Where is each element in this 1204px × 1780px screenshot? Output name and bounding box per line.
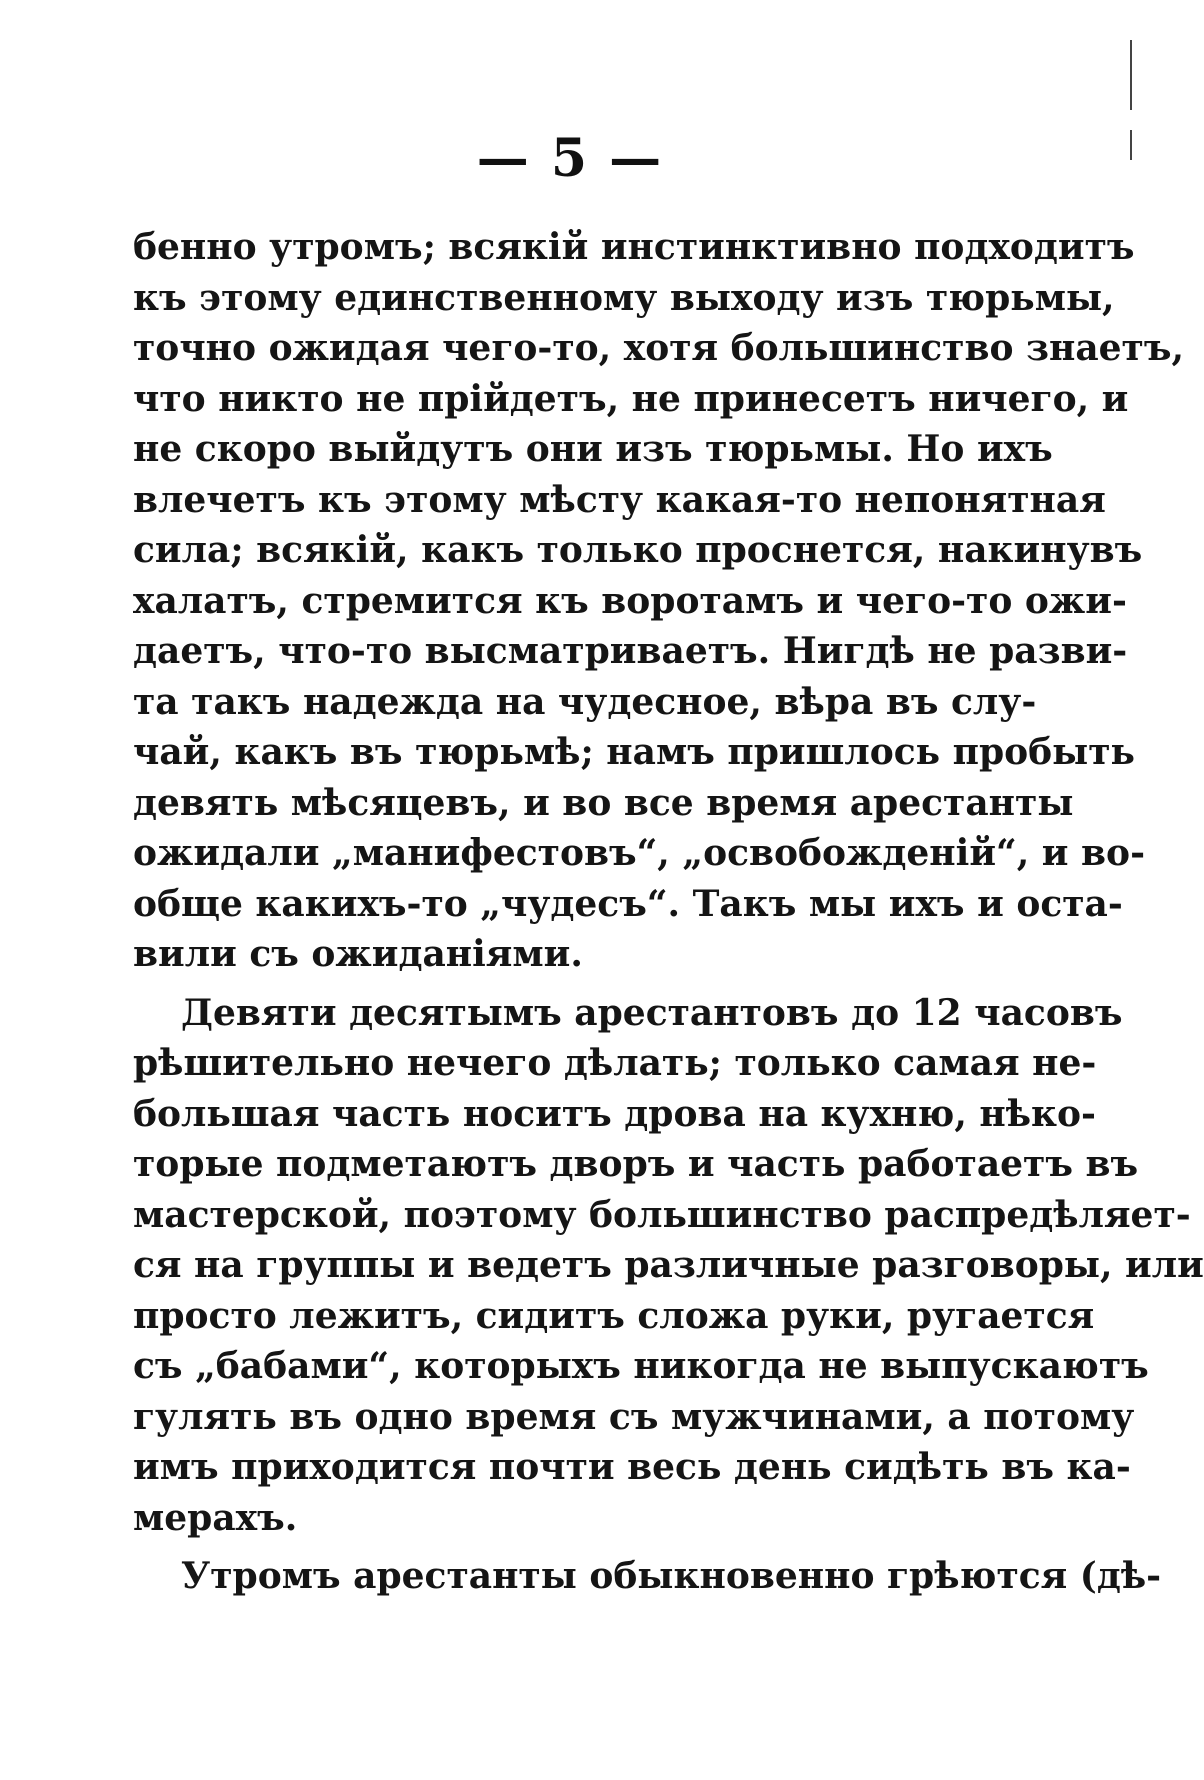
text-line: даетъ, что-то высматриваетъ. Нигдѣ не разви- — [133, 630, 1128, 672]
text-line: ся на группы и ведетъ различные разговоры, или — [133, 1244, 1204, 1286]
text-line: не скоро выйдутъ они изъ тюрьмы. Но ихъ — [133, 428, 1053, 470]
page-edge-mark — [1130, 40, 1132, 110]
body-text — [133, 222, 1204, 1602]
text-line: съ „бабами“, которыхъ никогда не выпускаютъ — [133, 1345, 1149, 1387]
paragraph-1 — [133, 222, 1185, 980]
text-line: обще какихъ-то „чудесъ“. Такъ мы ихъ и оста- — [133, 882, 1123, 925]
text-line: большая часть носитъ дрова на кухню, нѣко- — [133, 1092, 1096, 1135]
text-line: къ этому единственному выходу изъ тюрьмы, — [133, 276, 1115, 319]
text-line: вили съ ожиданіями. — [133, 933, 583, 975]
text-line: халатъ, стремится къ воротамъ и чего-то ожи- — [133, 579, 1127, 622]
text-line: просто лежитъ, сидитъ сложа руки, ругается — [133, 1294, 1095, 1337]
text-line: девять мѣсяцевъ, и во все время арестанты — [133, 781, 1074, 824]
text-line: торые подметаютъ дворъ и часть работаетъ въ — [133, 1143, 1139, 1185]
text-line: бенно утромъ; всякій инстинктивно подходитъ — [133, 226, 1135, 268]
text-line: влечетъ къ этому мѣсту какая-то непонятная — [133, 478, 1106, 521]
text-line: мерахъ. — [133, 1496, 298, 1539]
paragraph-3 — [133, 1551, 1162, 1602]
text-line: Утромъ арестанты обыкновенно грѣются (дѣ- — [181, 1555, 1162, 1597]
text-line: мастерской, поэтому большинство распредѣляет- — [133, 1193, 1191, 1236]
text-line: чай, какъ въ тюрьмѣ; намъ пришлось пробыть — [133, 731, 1135, 773]
text-line: рѣшительно нечего дѣлать; только самая не- — [133, 1042, 1097, 1084]
paragraph-2 — [133, 988, 1204, 1544]
text-line: что никто не прійдетъ, не принесетъ ничего, и — [133, 377, 1129, 420]
page-number: — 5 — — [476, 128, 664, 189]
page-edge-mark — [1130, 130, 1132, 160]
text-line: сила; всякій, какъ только проснется, накинувъ — [133, 529, 1143, 571]
text-line: гулять въ одно время съ мужчинами, а потому — [133, 1395, 1135, 1438]
text-line: Девяти десятымъ арестантовъ до 12 часовъ — [181, 991, 1123, 1034]
text-line: точно ожидая чего-то, хотя большинство знаетъ, — [133, 327, 1185, 369]
text-line: ожидали „манифестовъ“, „освобожденій“, и во- — [133, 832, 1146, 874]
text-line: имъ приходится почти весь день сидѣть въ ка- — [133, 1446, 1131, 1488]
text-line: та такъ надежда на чудесное, вѣра въ слу- — [133, 680, 1037, 723]
